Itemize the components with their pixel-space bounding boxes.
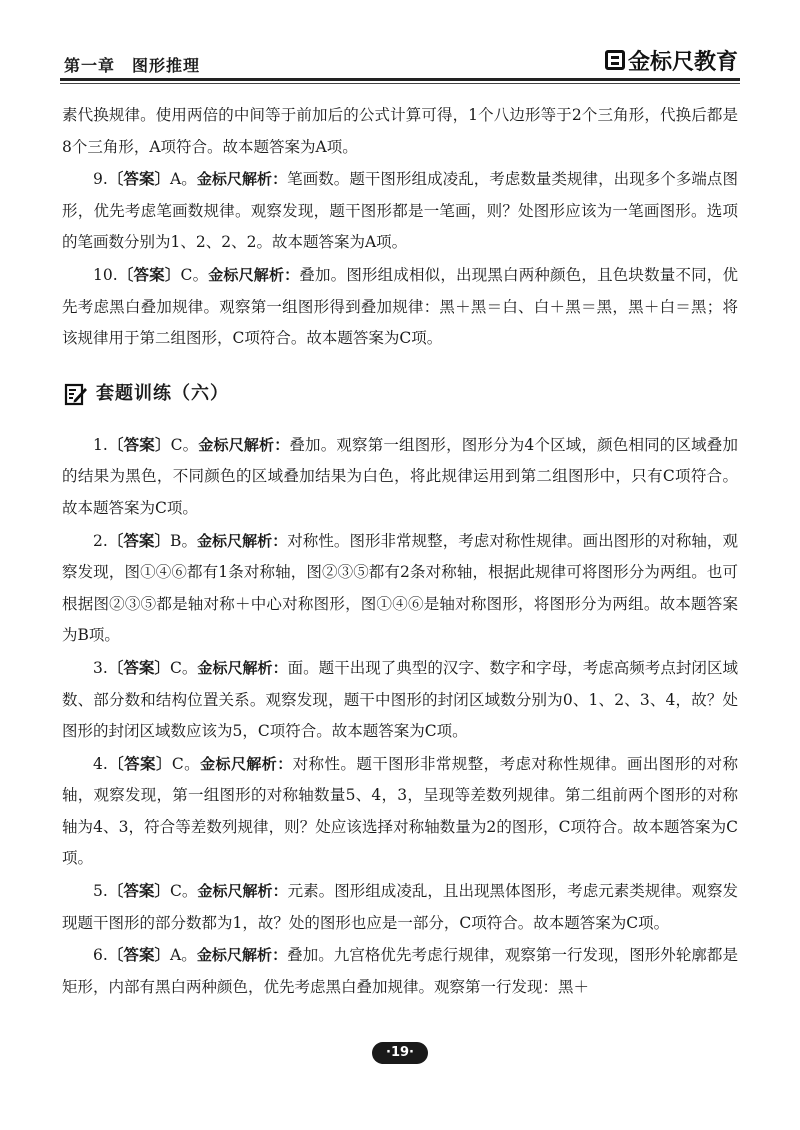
analysis-label: 金标尺解析：	[196, 170, 288, 189]
paragraph-continued: 素代换规律。使用两倍的中间等于前加后的公式计算可得，1个八边形等于2个三角形，代换后都是8个三角形，A项符合。故本题答案为A项。	[62, 106, 738, 156]
answer-choice: B。	[170, 531, 197, 550]
analysis-label: 金标尺解析：	[196, 946, 288, 965]
chapter-title: 第一章 图形推理	[64, 56, 201, 75]
answer-choice: C。	[169, 882, 198, 901]
item-number: 6.	[93, 946, 108, 965]
analysis-text: 笔画数。题干图形组成凌乱，考虑数量类规律，出现多个多端点图形，优先考虑笔画数规律。观察发现，题干图形都是一笔画，则？处图形应该为一笔画图形。选项的笔画数分别为1、2、2、2。故本题答案为A项。	[62, 170, 738, 252]
analysis-text: 叠加。图形组成相似，出现黑白两种颜色，且色块数量不同，优先考虑黑白叠加规律。观察第一组图形得到叠加规律：黑＋黑＝白、白＋黑＝黑，黑＋白＝黑；将该规律用于第二组图形，C项符合。故本题答案为C项。	[62, 265, 738, 348]
section-title: 套题训练（六）	[96, 382, 229, 404]
item-number: 10.	[93, 265, 118, 284]
notepad-pencil-icon	[64, 382, 88, 406]
section-heading	[62, 379, 738, 409]
item-number: 5.	[93, 882, 108, 901]
header-rule-thick	[60, 78, 740, 81]
answer-choice: C。	[170, 435, 199, 454]
answer-label: 〔答案〕	[107, 530, 171, 550]
answer-label: 〔答案〕	[107, 753, 172, 773]
analysis-label: 金标尺解析：	[198, 435, 290, 454]
analysis-label: 金标尺解析：	[200, 754, 293, 773]
item-number: 4.	[93, 754, 108, 773]
answer-item-4	[62, 748, 738, 875]
brand-logo-text: 金标尺教育	[627, 49, 738, 75]
answer-choice: A。	[170, 946, 197, 965]
answer-label: 〔答案〕	[107, 881, 170, 901]
answer-choice: C。	[180, 265, 209, 284]
answer-item-10	[62, 259, 738, 355]
item-number: 2.	[93, 531, 108, 550]
answer-item-3	[62, 652, 738, 748]
analysis-label: 金标尺解析：	[197, 882, 288, 901]
analysis-label: 金标尺解析：	[197, 531, 288, 550]
answer-label: 〔答案〕	[117, 264, 181, 284]
analysis-label: 金标尺解析：	[197, 658, 288, 677]
header-rule-thin	[60, 83, 740, 84]
analysis-label: 金标尺解析：	[208, 265, 300, 284]
answer-label: 〔答案〕	[107, 169, 171, 189]
answer-item-6	[62, 939, 738, 1003]
answer-item-9	[62, 163, 738, 259]
item-number: 9.	[93, 170, 108, 189]
analysis-text: 叠加。九宫格优先考虑行规律，观察第一行发现，图形外轮廓都是矩形，内部有黑白两种颜色，优先考虑黑白叠加规律。观察第一行发现：黑＋	[62, 946, 738, 996]
page-body	[62, 100, 738, 1003]
answer-choice: A。	[170, 170, 197, 189]
answer-label: 〔答案〕	[107, 945, 171, 965]
item-number: 1.	[93, 435, 108, 454]
page-number: ·19·	[372, 1042, 428, 1064]
item-number: 3.	[93, 658, 108, 677]
analysis-text: 对称性。题干图形非常规整，考虑对称性规律。画出图形的对称轴，观察发现，第一组图形的对称轴数量5、4，3，呈现等差数列规律。第二组前两个图形的对称轴为4、3，符合等差数列规律，则？处应该选择对称轴数量为2的图形，C项符合。故本题答案为C项。	[62, 754, 738, 868]
answer-item-1	[62, 429, 738, 525]
brand-logo-icon	[605, 50, 625, 70]
answer-choice: C。	[169, 658, 198, 677]
analysis-text: 面。题干出现了典型的汉字、数字和字母，考虑高频考点封闭区域数、部分数和结构位置关系。观察发现，题干中图形的封闭区域数分别为0、1、2、3、4，故？处图形的封闭区域数应该为5，C项符合。故本题答案为C项。	[62, 658, 738, 741]
analysis-text: 对称性。图形非常规整，考虑对称性规律。画出图形的对称轴，观察发现，图①④⑥都有1条对称轴，图②③⑤都有2条对称轴，根据此规律可将图形分为两组。也可根据图②③⑤都是轴对称＋中心对称图形，图①④⑥是轴对称图形，将图形分为两组。故本题答案为B项。	[62, 531, 738, 645]
answer-choice: C。	[171, 754, 201, 773]
brand-logo	[605, 47, 738, 73]
analysis-text: 叠加。观察第一组图形，图形分为4个区域，颜色相同的区域叠加的结果为黑色，不同颜色的区域叠加结果为白色，将此规律运用到第二组图形中，只有C项符合。故本题答案为C项。	[62, 435, 738, 517]
page-header	[62, 46, 738, 78]
answer-label: 〔答案〕	[107, 434, 171, 454]
answer-item-5	[62, 875, 738, 939]
answer-label: 〔答案〕	[107, 657, 170, 677]
analysis-text: 元素。图形组成凌乱，且出现黑体图形，考虑元素类规律。观察发现题干图形的部分数都为1，故？处的图形也应是一部分，C项符合。故本题答案为C项。	[62, 882, 738, 932]
answer-item-2	[62, 525, 738, 652]
